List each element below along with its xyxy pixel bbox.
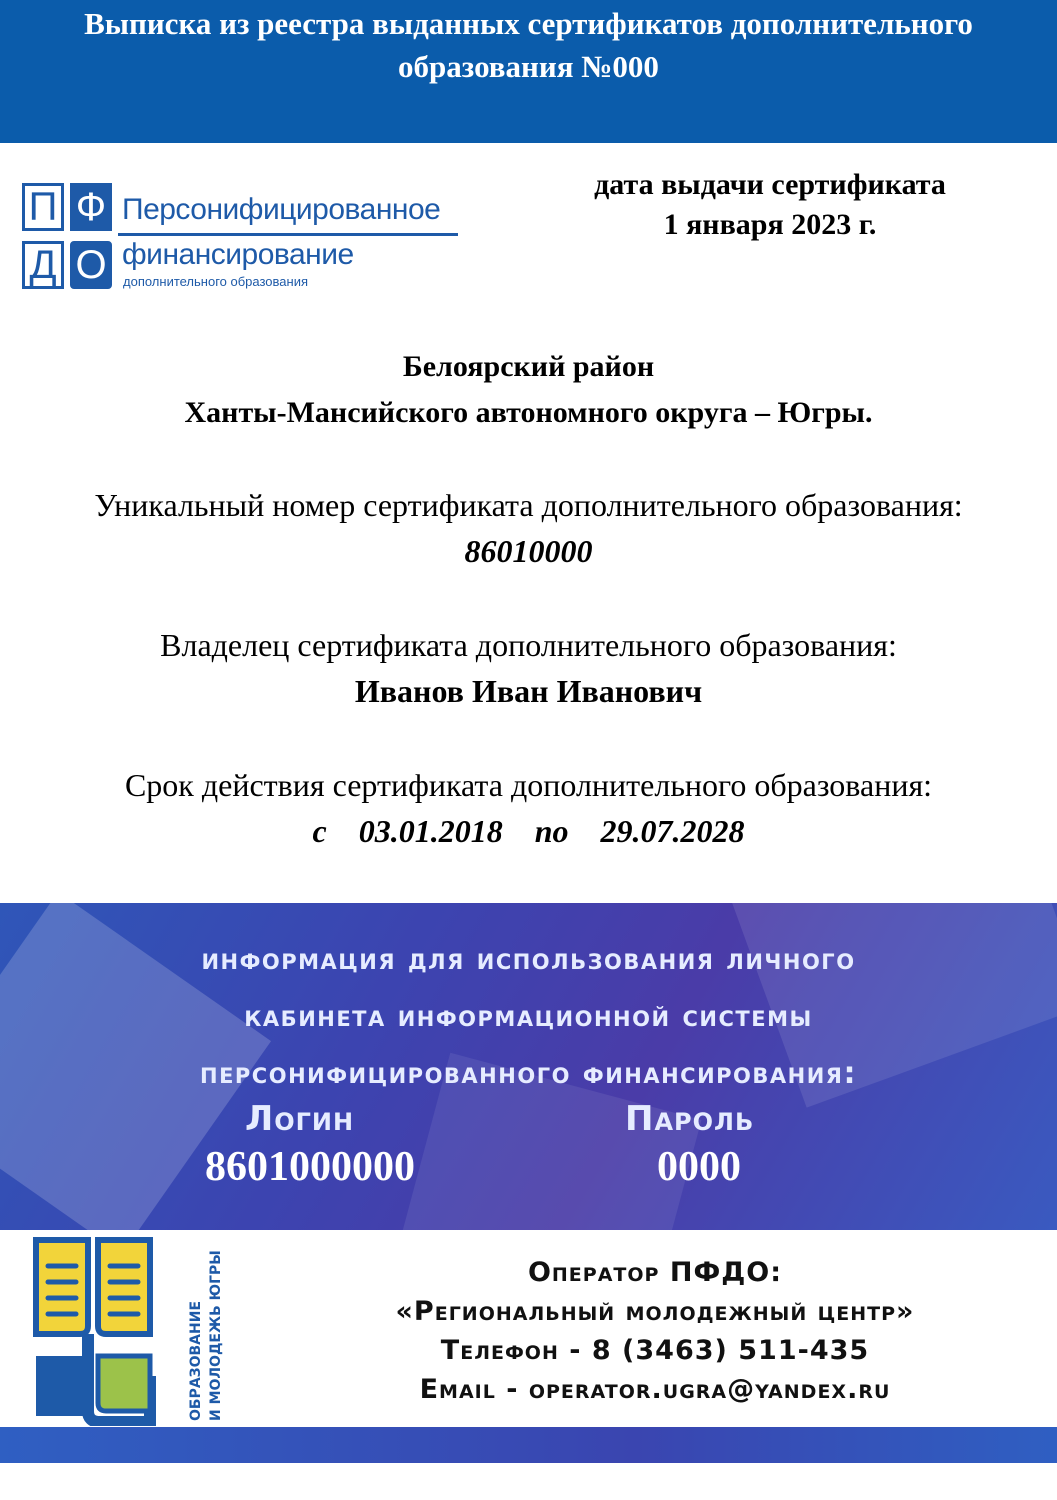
operator-name: «Региональный молодежный центр» (395, 1296, 915, 1327)
password-value: 0000 (657, 1144, 741, 1190)
logo-letter-d: Д (22, 241, 64, 289)
access-info-title (0, 931, 1057, 1102)
region-block (0, 344, 1057, 436)
certificate-number-label: Уникальный номер сертификата дополнительного образования: (94, 487, 963, 523)
logo-divider (118, 233, 458, 236)
title-line-2: образования №000 (398, 49, 659, 84)
logo-letter-f: Ф (70, 183, 112, 231)
logo-word-3: дополнительного образования (123, 274, 309, 289)
operator-title: Оператор ПФДО: (527, 1257, 783, 1288)
validity-label: Срок действия сертификата дополнительного образования: (124, 767, 933, 803)
logo-side-text-2: И МОЛОДЕЖЬ ЮГРЫ (208, 1250, 224, 1421)
access-info-line-2: кабинета информационной системы (244, 999, 813, 1034)
certificate-number: 86010000 (464, 533, 593, 569)
header-banner (0, 0, 1057, 143)
password-label: Пароль (625, 1099, 755, 1139)
pfdo-logo (22, 183, 462, 301)
logo-side-text-1: ОБРАЗОВАНИЕ (188, 1300, 204, 1421)
validity-period: с 03.01.2018 по 29.07.2028 (312, 813, 745, 849)
issue-date-label: дата выдачи сертификата (594, 168, 946, 201)
owner-label: Владелец сертификата дополнительного образования: (160, 627, 897, 663)
logo-word-1: Персонифицированное (122, 193, 441, 226)
issue-date-value: 1 января 2023 г. (663, 208, 877, 241)
operator-phone: Телефон - 8 (3463) 511-435 (440, 1335, 870, 1366)
document-title (0, 2, 1057, 88)
access-info-banner (0, 903, 1057, 1230)
access-info-line-1: информация для использования личного (201, 942, 856, 977)
education-youth-ugra-logo (28, 1236, 228, 1426)
operator-email: Email - operator.ugra@yandex.ru (419, 1374, 891, 1405)
region-line-2: Ханты-Мансийского автономного округа – Югры. (184, 396, 873, 429)
logo-side-text (168, 1236, 228, 1426)
owner-name: Иванов Иван Иванович (354, 673, 703, 709)
region-line-1: Белоярский район (402, 350, 655, 383)
bottom-bar (0, 1427, 1057, 1463)
login-value: 8601000000 (205, 1144, 415, 1190)
title-line-1: Выписка из реестра выданных сертификатов дополнительного (84, 6, 973, 41)
logo-letter-o: О (70, 241, 112, 289)
logo-word-2: финансирование (122, 238, 354, 271)
login-label: Логин (245, 1099, 355, 1139)
operator-info (260, 1253, 1050, 1409)
logo-letter-p: П (22, 183, 64, 231)
access-info-line-3: персонифицированного финансирования: (200, 1056, 857, 1091)
issue-date-block (520, 165, 1020, 245)
